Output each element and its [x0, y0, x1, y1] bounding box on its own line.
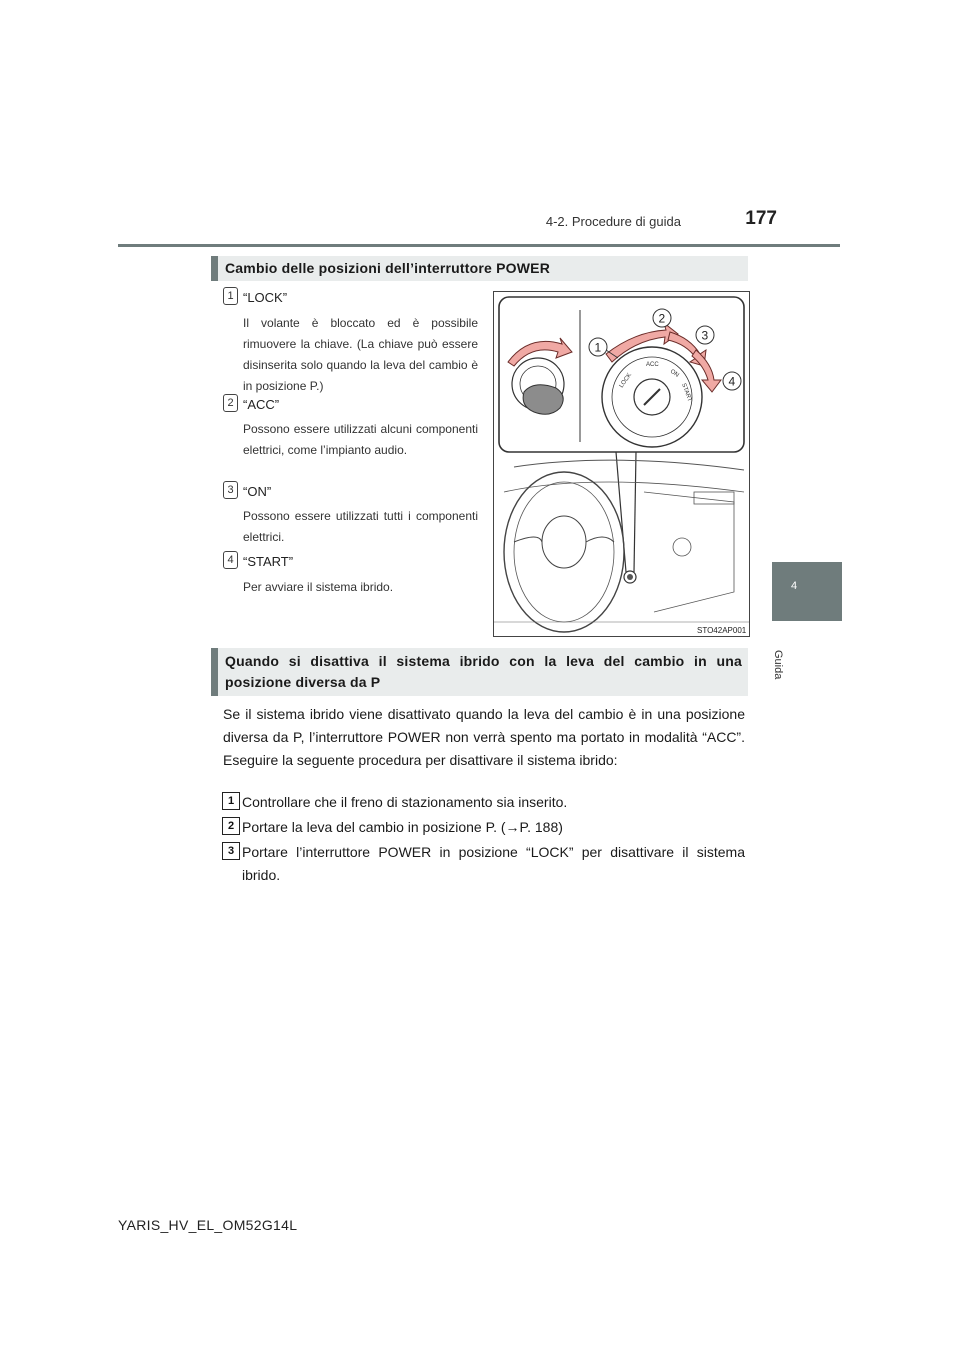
dial-label-start: START: [680, 382, 693, 403]
section-title-power-positions: Cambio delle posizioni dell’interruttore POWER: [211, 256, 748, 281]
item-number-1: 1: [223, 287, 238, 305]
chapter-tab: [772, 562, 842, 621]
step-text-1: Controllare che il freno di stazionamento sia inserito.: [242, 794, 568, 810]
item-title-acc: “ACC”: [243, 397, 280, 412]
dial-label-lock: LOCK: [618, 372, 634, 390]
item-title-start: “START”: [243, 554, 294, 569]
chapter-number: 4: [790, 580, 798, 592]
step-number-2: 2: [222, 817, 240, 835]
callout-4-text: 4: [728, 374, 736, 389]
power-switch-illustration: [493, 291, 750, 637]
dial-label-acc: ACC: [646, 362, 659, 368]
section-title-hybrid-off: Quando si disattiva il sistema ibrido con la leva del cambio in una posizione diversa da P: [211, 648, 748, 696]
item-desc-start: Per avviare il sistema ibrido.: [243, 580, 394, 594]
step-text-3: Portare l’interruttore POWER in posizione “LOCK” per disattivare il sistema ibrido.: [242, 844, 745, 883]
chapter-label: [764, 650, 784, 690]
steering-wheel: [504, 472, 624, 632]
item-number-2: 2: [223, 394, 238, 412]
step-text-2: Portare la leva del cambio in posizione P. (→P. 188): [242, 819, 563, 835]
document-code: YARIS_HV_EL_OM52G14L: [118, 1217, 298, 1233]
item-desc-acc: Possono essere utilizzati alcuni componenti elettrici, come l’impianto audio.: [243, 422, 478, 457]
dial-label-on: ON: [668, 368, 680, 379]
chapter-label-text: Guida: [772, 650, 784, 680]
callout-3-text: 3: [701, 328, 709, 343]
illustration-svg: [494, 292, 749, 636]
item-desc-lock: Il volante è bloccato ed è possibile rimuovere la chiave. (La chiave può essere disinserita solo quando la leva del cambio è in posizione P.): [243, 316, 478, 393]
running-header: 4-2. Procedure di guida: [545, 214, 681, 229]
step-number-3: 3: [222, 842, 240, 860]
section-paragraph: Se il sistema ibrido viene disattivato quando la leva del cambio è in una posizione diversa da P, l’interruttore POWER non verrà spento ma portato in modalità “ACC”. Eseguire la seguente procedura per disattivare il sistema ibrido:: [223, 706, 745, 768]
callout-1-text: 1: [594, 340, 602, 355]
item-title-lock: “LOCK”: [243, 290, 288, 305]
header-rule: [118, 244, 840, 247]
callout-2-text: 2: [658, 311, 666, 326]
page-number: 177: [745, 208, 777, 229]
illustration-caption: STO42AP001: [697, 626, 747, 635]
item-number-4: 4: [223, 551, 238, 569]
step-number-1: 1: [222, 792, 240, 810]
item-desc-on: Possono essere utilizzati tutti i componenti elettrici.: [243, 509, 478, 544]
key-head: [523, 385, 563, 414]
item-title-on: “ON”: [243, 484, 272, 499]
item-number-3: 3: [223, 481, 238, 499]
